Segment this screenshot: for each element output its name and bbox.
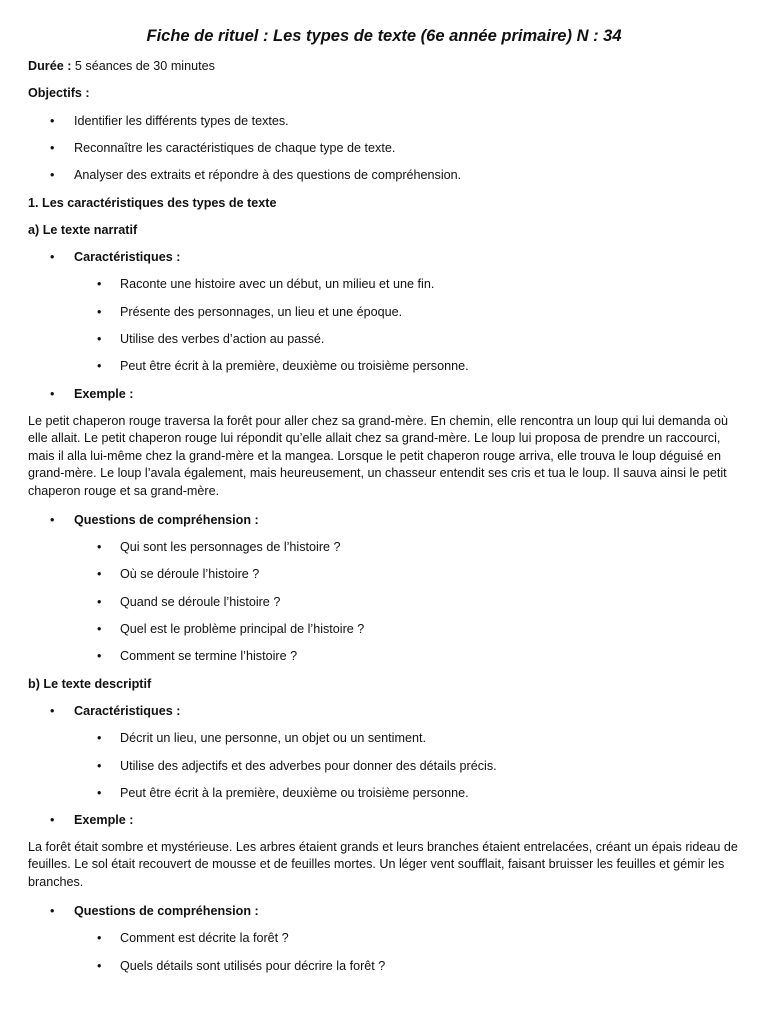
bullet-icon: • <box>97 277 102 291</box>
narratif-question-item: Quel est le problème principal de l’histoire ? <box>120 622 365 636</box>
narratif-exemple-label: Exemple : <box>74 387 134 401</box>
bullet-icon: • <box>97 359 102 373</box>
bullet-icon: • <box>97 540 102 554</box>
narratif-carac-item: Présente des personnages, un lieu et une époque. <box>120 305 403 319</box>
bullet-icon: • <box>97 649 102 663</box>
bullet-icon: • <box>50 513 55 527</box>
bullet-icon: • <box>97 931 102 945</box>
page-title: Fiche de rituel : Les types de texte (6e année primaire) N : 34 <box>146 27 622 45</box>
bullet-icon: • <box>50 704 55 718</box>
bullet-icon: • <box>97 759 102 773</box>
objectif-item: Identifier les différents types de textes. <box>74 114 289 128</box>
bullet-icon: • <box>50 904 55 918</box>
descriptif-exemple-label: Exemple : <box>74 813 134 827</box>
narratif-question-item: Quand se déroule l’histoire ? <box>120 595 281 609</box>
bullet-icon: • <box>50 114 55 128</box>
descriptif-heading: b) Le texte descriptif <box>28 677 152 691</box>
bullet-icon: • <box>50 168 55 182</box>
bullet-icon: • <box>97 959 102 973</box>
bullet-icon: • <box>97 622 102 636</box>
narratif-exemple-text: Le petit chaperon rouge traversa la forêt pour aller chez sa grand-mère. En chemin, elle rencontra un loup qui lui demanda où elle allait. Le petit chaperon rouge lui répondit qu’elle allait chez sa grand-mère. Le loup lui proposa de prendre un raccourci, mais il alla lui-même chez la grand-mère et la mangea. Lorsque le petit chaperon rouge arriva, elle trouva le loup déguisé en grand-mère. Le loup l’avala également, mais heureusement, un chasseur entendit ses cris et tua le loup. Il sauva ainsi le petit chaperon rouge et sa grand-mère. <box>28 414 729 498</box>
objectif-item: Analyser des extraits et répondre à des questions de compréhension. <box>74 168 462 182</box>
bullet-icon: • <box>50 141 55 155</box>
duree-value: 5 séances de 30 minutes <box>74 59 215 73</box>
descriptif-carac-label: Caractéristiques : <box>74 704 181 718</box>
duree-label: Durée : <box>28 59 72 73</box>
descriptif-carac-item: Décrit un lieu, une personne, un objet ou un sentiment. <box>120 731 426 745</box>
descriptif-questions-label: Questions de compréhension : <box>74 904 259 918</box>
narratif-question-item: Comment se termine l’histoire ? <box>120 649 298 663</box>
bullet-icon: • <box>97 332 102 346</box>
descriptif-exemple-text: La forêt était sombre et mystérieuse. Les arbres étaient grands et leurs branches étaient entrelacées, créant un épais rideau de feuilles. Le sol était recouvert de mousse et de feuilles mortes. Un léger vent soufflait, faisant bruisser les feuilles et gémir les branches. <box>28 840 738 889</box>
bullet-icon: • <box>97 567 102 581</box>
bullet-icon: • <box>97 595 102 609</box>
narratif-carac-item: Peut être écrit à la première, deuxième ou troisième personne. <box>120 359 469 373</box>
descriptif-question-item: Comment est décrite la forêt ? <box>120 931 289 945</box>
descriptif-question-item: Quels détails sont utilisés pour décrire la forêt ? <box>120 959 386 973</box>
narratif-heading: a) Le texte narratif <box>28 223 138 237</box>
narratif-question-item: Où se déroule l’histoire ? <box>120 567 260 581</box>
narratif-carac-item: Utilise des verbes d’action au passé. <box>120 332 325 346</box>
duree-line <box>28 57 215 75</box>
section-heading: 1. Les caractéristiques des types de texte <box>28 196 277 210</box>
narratif-carac-item: Raconte une histoire avec un début, un milieu et une fin. <box>120 277 435 291</box>
bullet-icon: • <box>97 731 102 745</box>
bullet-icon: • <box>97 305 102 319</box>
objectif-item: Reconnaître les caractéristiques de chaque type de texte. <box>74 141 396 155</box>
bullet-icon: • <box>50 250 55 264</box>
bullet-icon: • <box>50 813 55 827</box>
narratif-carac-label: Caractéristiques : <box>74 250 181 264</box>
narratif-questions-label: Questions de compréhension : <box>74 513 259 527</box>
bullet-icon: • <box>97 786 102 800</box>
bullet-icon: • <box>50 387 55 401</box>
descriptif-carac-item: Utilise des adjectifs et des adverbes pour donner des détails précis. <box>120 759 497 773</box>
narratif-question-item: Qui sont les personnages de l’histoire ? <box>120 540 341 554</box>
objectifs-label: Objectifs : <box>28 86 90 100</box>
descriptif-carac-item: Peut être écrit à la première, deuxième ou troisième personne. <box>120 786 469 800</box>
